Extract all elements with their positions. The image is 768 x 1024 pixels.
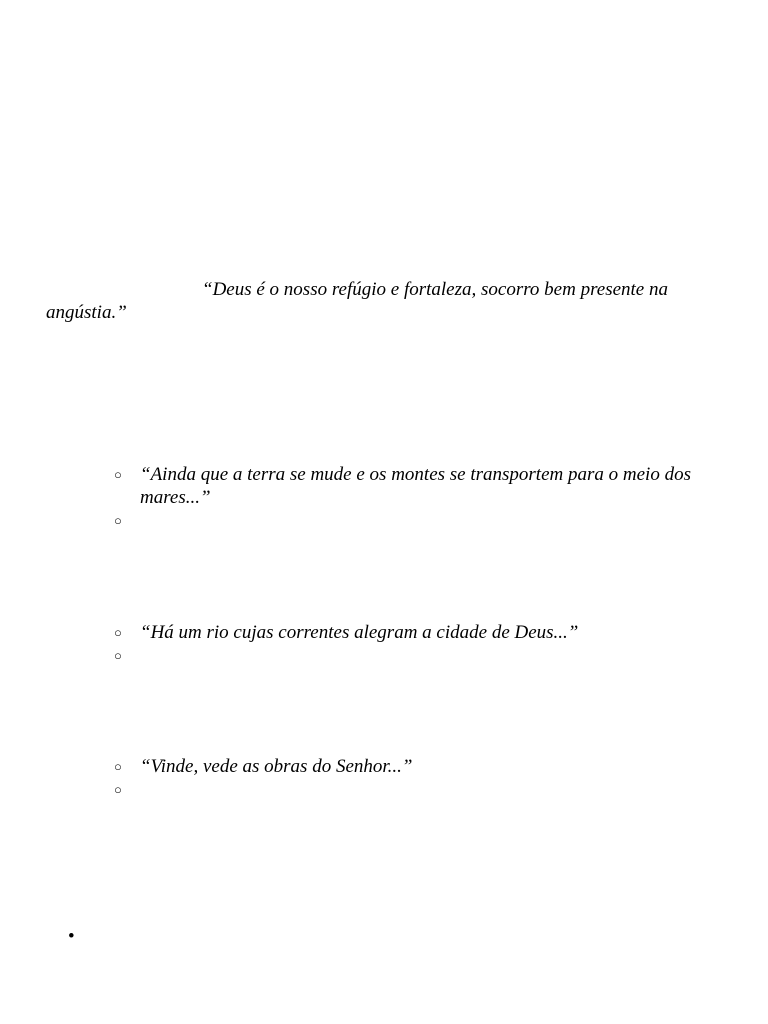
- hollow-bullet-icon: ○: [114, 759, 122, 774]
- list-item-2: [114, 621, 714, 644]
- list-item-text: “Vinde, vede as obras do Senhor...”: [140, 756, 413, 777]
- hollow-bullet-icon: ○: [114, 782, 122, 797]
- list-item-text: “Há um rio cujas correntes alegram a cidade de Deus...”: [140, 622, 579, 643]
- hollow-bullet-icon: ○: [114, 467, 122, 482]
- hollow-bullet-icon: ○: [114, 513, 122, 528]
- list-item-1: [114, 463, 714, 509]
- list-item-text: “Ainda que a terra se mude e os montes se transportem para o meio dos mares...”: [140, 464, 691, 508]
- hollow-bullet-icon: ○: [114, 648, 122, 663]
- list-item-3: [114, 755, 714, 778]
- main-quote: “Deus é o nosso refúgio e fortaleza, socorro bem presente na angústia.”: [46, 279, 668, 323]
- hollow-bullet-icon: ○: [114, 625, 122, 640]
- filled-bullet-icon: •: [68, 926, 75, 947]
